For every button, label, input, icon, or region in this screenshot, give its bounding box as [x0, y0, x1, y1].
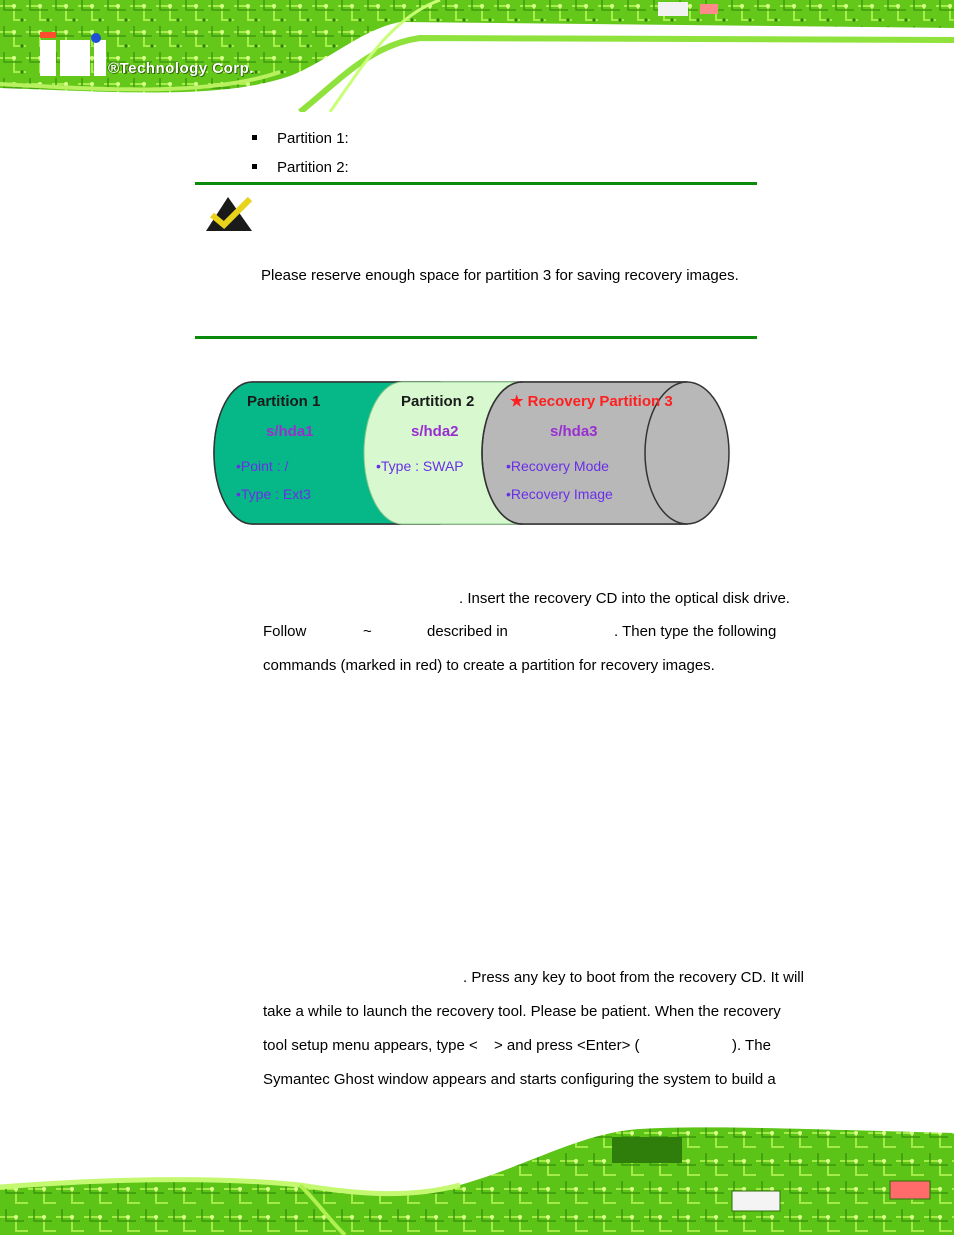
step1-line3: commands (marked in red) to create a partition for recovery images.: [263, 657, 715, 674]
pcb-header-background: [0, 0, 954, 112]
step1-line1: . Insert the recovery CD into the optical disk drive.: [459, 590, 790, 607]
partition-2-type: •Type : SWAP: [376, 458, 464, 474]
page-footer: [0, 1125, 954, 1235]
bullet-square-icon: [252, 164, 257, 169]
partition-3-device: s/hda3: [550, 423, 598, 440]
step1-described-in: described in: [427, 623, 508, 640]
bullet-label: Partition 2:: [277, 159, 349, 176]
company-name: ®Technology Corp.: [108, 60, 254, 77]
page-header: [0, 0, 954, 112]
step2-line3b: > and press <Enter> (: [494, 1037, 640, 1054]
bullet-partition-2: [252, 159, 349, 177]
partition-diagram: [212, 378, 734, 528]
step2-line2: take a while to launch the recovery tool. Please be patient. When the recovery: [263, 1003, 781, 1020]
bullet-square-icon: [252, 135, 257, 140]
note-bottom-rule: [195, 336, 757, 339]
partition-1-device: s/hda1: [266, 423, 314, 440]
partition-1-title: Partition 1: [247, 393, 321, 410]
step2-line1: . Press any key to boot from the recovery CD. It will: [463, 969, 804, 986]
bullet-label: Partition 1:: [277, 130, 349, 147]
partition-1-type: •Type : Ext3: [236, 486, 311, 502]
step1-tilde: ~: [363, 623, 372, 640]
partition-2-device: s/hda2: [411, 423, 459, 440]
step1-then-type: . Then type the following: [614, 623, 777, 640]
note-text: Please reserve enough space for partition 3 for saving recovery images.: [261, 267, 739, 284]
note-top-rule: [195, 182, 757, 185]
step2-line3c: ). The: [732, 1037, 771, 1054]
step1-follow: Follow: [263, 623, 307, 640]
partition-3-title: ★ Recovery Partition 3: [510, 393, 673, 410]
partition-1-point: •Point : /: [236, 458, 289, 474]
step2-line3a: tool setup menu appears, type <: [263, 1037, 478, 1054]
partition-3-image: •Recovery Image: [506, 486, 613, 502]
partition-3-mode: •Recovery Mode: [506, 458, 609, 474]
pcb-footer-background: [0, 1125, 954, 1235]
partition-2-title: Partition 2: [401, 393, 475, 410]
checkmark-note-icon: [204, 193, 254, 233]
bullet-partition-1: [252, 130, 349, 148]
step2-line4: Symantec Ghost window appears and starts configuring the system to build a: [263, 1071, 776, 1088]
